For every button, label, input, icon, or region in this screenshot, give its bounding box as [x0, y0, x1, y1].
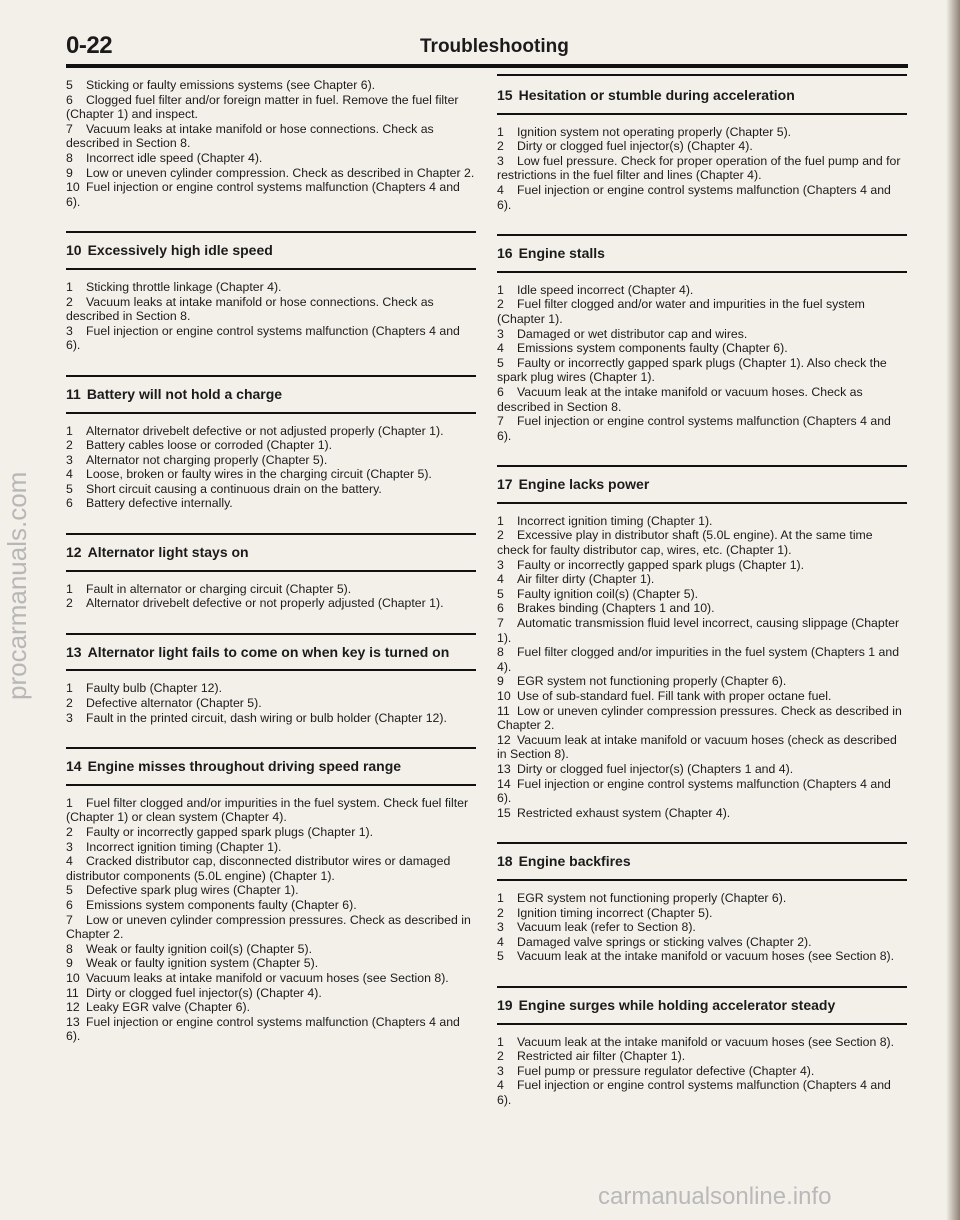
- list-item: 7 Automatic transmission fluid level incorrect, causing slippage (Chapter 1).: [497, 616, 900, 645]
- left-column: [66, 78, 476, 1044]
- bottom-watermark: carmanualsonline.info: [598, 1183, 832, 1210]
- list-item: 3 Low fuel pressure. Check for proper operation of the fuel pump and for restrictions in the fuel filter and lines (Chapter 4).: [497, 153, 901, 183]
- list-item: 1 EGR system not functioning properly (Chapter 6).: [497, 890, 787, 905]
- list-item: 6 Clogged fuel filter and/or foreign matter in fuel. Remove the fuel filter (Chapter 1) and inspect.: [66, 92, 459, 122]
- list-item: 6 Battery defective internally.: [66, 496, 233, 511]
- list-item: 6 Vacuum leak at the intake manifold or vacuum hoses. Check as described in Section 8.: [497, 384, 863, 414]
- list-item: 3 Faulty or incorrectly gapped spark plugs (Chapter 1).: [497, 557, 805, 572]
- list-item: 9 EGR system not functioning properly (Chapter 6).: [497, 674, 787, 689]
- list-item: 2 Battery cables loose or corroded (Chapter 1).: [66, 438, 333, 453]
- page-header: [66, 30, 908, 64]
- section-16: [497, 234, 907, 443]
- right-column: [497, 74, 907, 1107]
- list-item: 6 Brakes binding (Chapters 1 and 10).: [497, 601, 715, 616]
- section-heading: 14 Engine misses throughout driving speed range: [66, 747, 476, 786]
- section-14: [66, 747, 476, 1044]
- list-item: 1 Faulty bulb (Chapter 12).: [66, 681, 223, 696]
- side-watermark: procarmanuals.com: [2, 471, 32, 700]
- intro-list: [66, 78, 476, 209]
- list-item: 3 Damaged or wet distributor cap and wires.: [497, 326, 748, 341]
- page-title: Troubleshooting: [420, 36, 569, 57]
- page-number: 0-22: [66, 32, 113, 59]
- list-item: 11 Low or uneven cylinder compression pressures. Check as described in Chapter 2.: [497, 703, 902, 733]
- list-item: 2 Vacuum leaks at intake manifold or hose connections. Check as described in Section 8.: [66, 294, 434, 324]
- section-heading: 19 Engine surges while holding accelerator steady: [497, 986, 907, 1025]
- list-item: 8 Incorrect idle speed (Chapter 4).: [66, 150, 263, 165]
- list-item: 2 Faulty or incorrectly gapped spark plugs (Chapter 1).: [66, 825, 374, 839]
- list-item: 2 Ignition timing incorrect (Chapter 5).: [497, 905, 713, 920]
- list-item: 1 Ignition system not operating properly (Chapter 5).: [497, 124, 792, 139]
- section-heading: 13 Alternator light fails to come on when key is turned on: [66, 633, 476, 672]
- list-item: 8 Weak or faulty ignition coil(s) (Chapter 5).: [66, 941, 312, 956]
- section-heading: 10 Excessively high idle speed: [66, 231, 476, 270]
- list-item: 1 Sticking throttle linkage (Chapter 4).: [66, 279, 282, 294]
- section-heading: 17 Engine lacks power: [497, 465, 907, 504]
- list-item: 2 Defective alternator (Chapter 5).: [66, 696, 262, 711]
- section-19: [497, 986, 907, 1108]
- list-item: 4 Loose, broken or faulty wires in the charging circuit (Chapter 5).: [66, 467, 432, 482]
- section-13: [66, 633, 476, 725]
- section-heading: 16 Engine stalls: [497, 234, 907, 273]
- list-item: 2 Dirty or clogged fuel injector(s) (Chapter 4).: [497, 139, 753, 154]
- list-item: 7 Vacuum leaks at intake manifold or hose connections. Check as described in Section 8.: [66, 121, 434, 151]
- section-heading: 12 Alternator light stays on: [66, 533, 476, 572]
- section-11: [66, 375, 476, 511]
- list-item: 6 Emissions system components faulty (Chapter 6).: [66, 897, 357, 912]
- list-item: 1 Alternator drivebelt defective or not adjusted properly (Chapter 1).: [66, 423, 444, 438]
- list-item: 5 Vacuum leak at the intake manifold or vacuum hoses (see Section 8).: [497, 949, 895, 964]
- list-item: 3 Incorrect ignition timing (Chapter 1).: [66, 839, 282, 854]
- list-item: 4 Fuel injection or engine control systems malfunction (Chapters 4 and 6).: [497, 1078, 891, 1107]
- list-item: 5 Short circuit causing a continuous drain on the battery.: [66, 481, 382, 496]
- list-item: 7 Low or uneven cylinder compression pressures. Check as described in Chapter 2.: [66, 912, 471, 942]
- list-item: 10 Fuel injection or engine control systems malfunction (Chapters 4 and 6).: [66, 180, 460, 209]
- list-item: 2 Restricted air filter (Chapter 1).: [497, 1049, 686, 1064]
- section-heading: 18 Engine backfires: [497, 842, 907, 881]
- list-item: 12 Vacuum leak at intake manifold or vacuum hoses (check as described in Section 8).: [497, 732, 897, 762]
- list-item: 5 Sticking or faulty emissions systems (see Chapter 6).: [66, 78, 376, 92]
- list-item: 3 Alternator not charging properly (Chapter 5).: [66, 452, 328, 467]
- list-item: 3 Fault in the printed circuit, dash wiring or bulb holder (Chapter 12).: [66, 710, 447, 725]
- list-item: 7 Fuel injection or engine control systems malfunction (Chapters 4 and 6).: [497, 414, 891, 443]
- list-item: 4 Fuel injection or engine control systems malfunction (Chapters 4 and 6).: [497, 182, 891, 212]
- list-item: 11 Dirty or clogged fuel injector(s) (Chapter 4).: [66, 985, 322, 1000]
- list-item: 4 Damaged valve springs or sticking valves (Chapter 2).: [497, 934, 812, 949]
- list-item: 1 Fuel filter clogged and/or impurities in the fuel system. Check fuel filter (Chapter 1) or clean system (Chapter 4).: [66, 795, 469, 825]
- list-item: 12 Leaky EGR valve (Chapter 6).: [66, 1000, 251, 1015]
- list-item: 2 Excessive play in distributor shaft (5.0L engine). At the same time check for faulty distributor cap, wires, etc. (Chapter 1).: [497, 528, 873, 558]
- list-item: 1 Idle speed incorrect (Chapter 4).: [497, 282, 694, 297]
- list-item: 2 Fuel filter clogged and/or water and impurities in the fuel system (Chapter 1).: [497, 297, 865, 326]
- section-17: [497, 465, 907, 820]
- section-heading: 15 Hesitation or stumble during acceleration: [497, 74, 907, 115]
- page-edge-shadow: [946, 0, 960, 1220]
- list-item: 8 Fuel filter clogged and/or impurities in the fuel system (Chapters 1 and 4).: [497, 645, 900, 674]
- list-item: 15 Restricted exhaust system (Chapter 4).: [497, 805, 731, 820]
- list-item: 3 Fuel pump or pressure regulator defective (Chapter 4).: [497, 1063, 815, 1078]
- list-item: 10 Use of sub-standard fuel. Fill tank with proper octane fuel.: [497, 689, 832, 703]
- list-item: 9 Weak or faulty ignition system (Chapter 5).: [66, 956, 319, 971]
- header-rule: [66, 64, 908, 68]
- list-item: 9 Low or uneven cylinder compression. Check as described in Chapter 2.: [66, 165, 475, 180]
- section-12: [66, 533, 476, 611]
- list-item: 4 Cracked distributor cap, disconnected distributor wires or damaged distributor components (5.0L engine) (Chapter 1).: [66, 854, 451, 883]
- list-item: 5 Faulty or incorrectly gapped spark plugs (Chapter 1). Also check the spark plug wires (Chapter 1).: [497, 355, 887, 385]
- list-item: 3 Fuel injection or engine control systems malfunction (Chapters 4 and 6).: [66, 323, 460, 353]
- section-18: [497, 842, 907, 964]
- list-item: 1 Vacuum leak at the intake manifold or vacuum hoses (see Section 8).: [497, 1034, 895, 1049]
- list-item: 14 Fuel injection or engine control systems malfunction (Chapters 4 and 6).: [497, 776, 891, 806]
- list-item: 5 Defective spark plug wires (Chapter 1).: [66, 883, 299, 898]
- list-item: 5 Faulty ignition coil(s) (Chapter 5).: [497, 586, 699, 601]
- list-item: 1 Incorrect ignition timing (Chapter 1).: [497, 513, 713, 528]
- list-item: 2 Alternator drivebelt defective or not properly adjusted (Chapter 1).: [66, 596, 444, 611]
- section-15: [497, 74, 907, 212]
- section-10: [66, 231, 476, 353]
- list-item: 13 Dirty or clogged fuel injector(s) (Chapters 1 and 4).: [497, 761, 794, 776]
- list-item: 10 Vacuum leaks at intake manifold or vacuum hoses (see Section 8).: [66, 970, 449, 985]
- list-item: 1 Fault in alternator or charging circuit (Chapter 5).: [66, 581, 352, 596]
- section-heading: 11 Battery will not hold a charge: [66, 375, 476, 414]
- list-item: 3 Vacuum leak (refer to Section 8).: [497, 920, 696, 935]
- list-item: 13 Fuel injection or engine control systems malfunction (Chapters 4 and 6).: [66, 1014, 460, 1044]
- list-item: 4 Emissions system components faulty (Chapter 6).: [497, 341, 788, 356]
- list-item: 4 Air filter dirty (Chapter 1).: [497, 572, 655, 587]
